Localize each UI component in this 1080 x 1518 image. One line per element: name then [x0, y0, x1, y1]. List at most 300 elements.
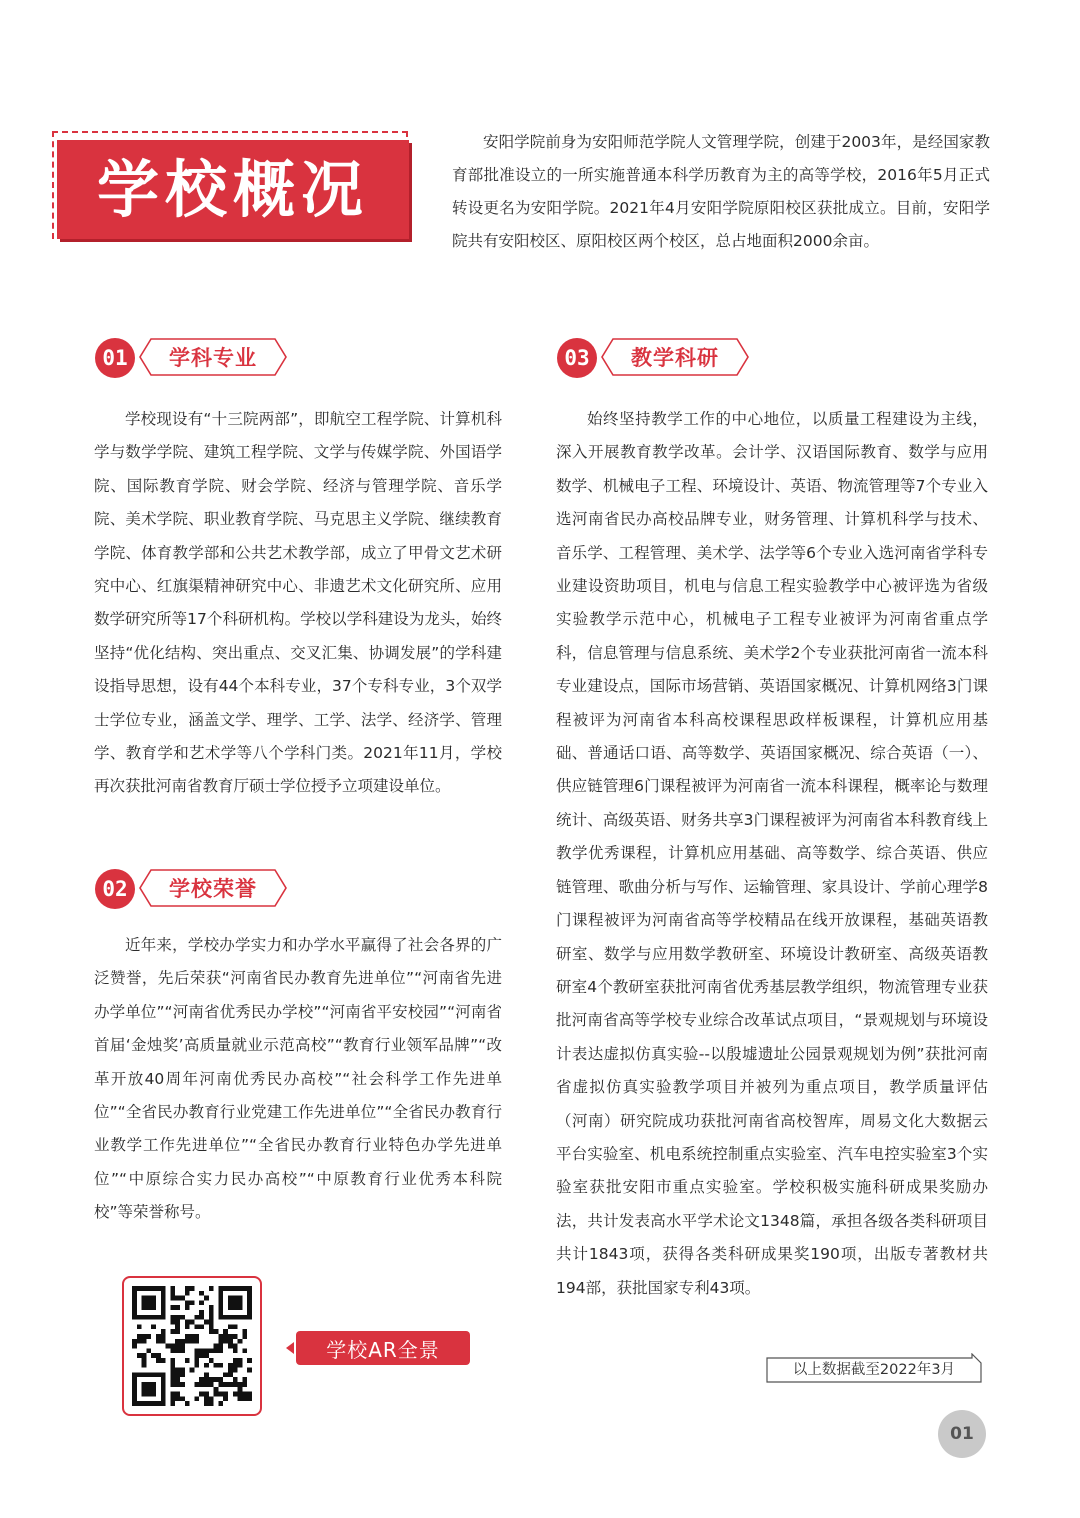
qr-module [238, 1339, 243, 1344]
qr-module [170, 1372, 175, 1377]
qr-module [204, 1348, 209, 1353]
qr-module [209, 1329, 214, 1334]
qr-module [194, 1315, 199, 1320]
qr-module [190, 1368, 195, 1373]
qr-module [161, 1291, 166, 1296]
qr-module [218, 1310, 223, 1315]
qr-module [137, 1324, 142, 1329]
qr-module [199, 1382, 204, 1387]
qr-module [194, 1334, 199, 1339]
qr-module [238, 1382, 243, 1387]
qr-module [151, 1382, 156, 1387]
qr-module [218, 1377, 223, 1382]
qr-module [161, 1300, 166, 1305]
qr-module [180, 1368, 185, 1373]
qr-module [204, 1296, 209, 1301]
qr-module [214, 1392, 219, 1397]
qr-module [204, 1372, 209, 1377]
qr-module [142, 1363, 147, 1368]
qr-module [247, 1291, 252, 1296]
qr-module [161, 1392, 166, 1397]
section-header-01 [95, 338, 295, 382]
qr-module [238, 1363, 243, 1368]
note-text: 以上数据截至2022年3月 [792, 1361, 956, 1378]
qr-module [238, 1305, 243, 1310]
qr-module [175, 1344, 180, 1349]
qr-module [242, 1329, 247, 1334]
qr-module [180, 1344, 185, 1349]
qr-module [185, 1291, 190, 1296]
qr-module [137, 1339, 142, 1344]
qr-module [209, 1305, 214, 1310]
qr-module [185, 1334, 190, 1339]
qr-module [146, 1296, 151, 1301]
qr-module [218, 1305, 223, 1310]
qr-module [161, 1296, 166, 1301]
qr-module [166, 1344, 171, 1349]
qr-module [233, 1334, 238, 1339]
section-number-badge: 01 [95, 338, 135, 378]
qr-module [204, 1392, 209, 1397]
qr-module [199, 1392, 204, 1397]
qr-module [214, 1363, 219, 1368]
qr-module [247, 1358, 252, 1363]
qr-module [170, 1329, 175, 1334]
qr-module [161, 1377, 166, 1382]
qr-module [190, 1286, 195, 1291]
qr-module [247, 1300, 252, 1305]
qr-module [151, 1300, 156, 1305]
qr-module [161, 1286, 166, 1291]
qr-module [151, 1296, 156, 1301]
qr-module [228, 1296, 233, 1301]
qr-module [223, 1392, 228, 1397]
qr-module [218, 1382, 223, 1387]
qr-module [170, 1382, 175, 1387]
qr-module [132, 1339, 137, 1344]
qr-module [156, 1372, 161, 1377]
qr-module [190, 1339, 195, 1344]
qr-module [142, 1372, 147, 1377]
qr-module [218, 1300, 223, 1305]
qr-module [233, 1286, 238, 1291]
qr-module [132, 1344, 137, 1349]
qr-module [247, 1305, 252, 1310]
qr-module [142, 1387, 147, 1392]
section-header-02 [95, 869, 295, 913]
qr-module [161, 1339, 166, 1344]
qr-module [247, 1392, 252, 1397]
qr-module [156, 1286, 161, 1291]
qr-module [194, 1339, 199, 1344]
page-number-badge: 01 [938, 1410, 986, 1458]
qr-module [199, 1377, 204, 1382]
qr-module [228, 1372, 233, 1377]
qr-module [218, 1344, 223, 1349]
data-date-note [766, 1353, 982, 1383]
qr-module [175, 1320, 180, 1325]
ar-panorama-tag[interactable] [286, 1331, 470, 1365]
qr-module [228, 1300, 233, 1305]
qr-module [132, 1372, 137, 1377]
section-label-frame [601, 338, 749, 376]
qr-module [233, 1315, 238, 1320]
qr-module [180, 1348, 185, 1353]
qr-module [247, 1310, 252, 1315]
qr-module [218, 1392, 223, 1397]
qr-module [161, 1372, 166, 1377]
qr-module [233, 1392, 238, 1397]
qr-module [228, 1334, 233, 1339]
qr-module [209, 1396, 214, 1401]
qr-module [175, 1324, 180, 1329]
qr-module [170, 1363, 175, 1368]
qr-module [180, 1382, 185, 1387]
qr-module [199, 1310, 204, 1315]
qr-module [228, 1315, 233, 1320]
qr-module [199, 1348, 204, 1353]
qr-module [132, 1377, 137, 1382]
qr-module [132, 1396, 137, 1401]
qr-code-icon[interactable] [132, 1286, 252, 1406]
qr-module [199, 1324, 204, 1329]
qr-module [132, 1305, 137, 1310]
qr-module [132, 1387, 137, 1392]
qr-module [194, 1353, 199, 1358]
qr-module [238, 1387, 243, 1392]
qr-module [175, 1339, 180, 1344]
qr-module [199, 1353, 204, 1358]
qr-module [185, 1320, 190, 1325]
qr-module [223, 1372, 228, 1377]
qr-module [170, 1368, 175, 1373]
qr-module [142, 1315, 147, 1320]
qr-module [204, 1401, 209, 1406]
qr-module [137, 1353, 142, 1358]
qr-module [161, 1329, 166, 1334]
qr-module [132, 1382, 137, 1387]
qr-module [209, 1315, 214, 1320]
qr-module [156, 1339, 161, 1344]
qr-module [161, 1305, 166, 1310]
qr-module [242, 1286, 247, 1291]
section-text-01: 学校现设有“十三院两部”，即航空工程学院、计算机科学与数学学院、建筑工程学院、文学与传媒学院、外国语学院、国际教育学院、财会学院、经济与管理学院、音乐学院、美术学院、职业教育学院、马克思主义学院、继续教育学院、体育教学部和公共艺术教学部，成立了甲骨文艺术研究中心、红旗渠精神研究中心、非遗艺术文化研究所、应用数学研究所等17个科研机构。学校以学科建设为龙头，始终坚持“优化结构、突出重点、交叉汇集、协调发展”的学科建设指导思想，设有44个本科专业，37个专科专业，3个双学士学位专业，涵盖文学、理学、工学、法学、经济学、管理学、教育学和艺术学等八个学科门类。2021年11月，学校再次获批河南省教育厅硕士学位授予立项建设单位。 [94, 410, 502, 796]
ar-panorama-label: 学校AR全景 [296, 1331, 470, 1365]
qr-module [146, 1315, 151, 1320]
qr-module [137, 1286, 142, 1291]
section-label: 学校荣誉 [169, 877, 257, 901]
section-label: 教学科研 [631, 346, 719, 370]
qr-module [151, 1353, 156, 1358]
qr-module [175, 1382, 180, 1387]
qr-module [233, 1382, 238, 1387]
qr-module [204, 1396, 209, 1401]
qr-module [156, 1358, 161, 1363]
qr-module [175, 1329, 180, 1334]
qr-module [209, 1377, 214, 1382]
qr-module [170, 1344, 175, 1349]
qr-module [146, 1401, 151, 1406]
qr-module [170, 1392, 175, 1397]
qr-module [214, 1344, 219, 1349]
qr-module [214, 1387, 219, 1392]
qr-module [233, 1300, 238, 1305]
qr-module [190, 1320, 195, 1325]
qr-module [146, 1372, 151, 1377]
qr-module [218, 1401, 223, 1406]
qr-module [204, 1377, 209, 1382]
qr-module [170, 1296, 175, 1301]
qr-module [156, 1334, 161, 1339]
qr-module [170, 1377, 175, 1382]
qr-module [146, 1286, 151, 1291]
qr-module [194, 1358, 199, 1363]
qr-module [161, 1387, 166, 1392]
qr-module [132, 1291, 137, 1296]
qr-module [214, 1377, 219, 1382]
qr-module [137, 1315, 142, 1320]
qr-module [209, 1348, 214, 1353]
qr-module [185, 1286, 190, 1291]
qr-module [223, 1315, 228, 1320]
qr-module [247, 1296, 252, 1301]
qr-module [151, 1324, 156, 1329]
qr-module [238, 1396, 243, 1401]
qr-module [228, 1286, 233, 1291]
page-title: 学校概况 [96, 152, 369, 226]
qr-module [238, 1296, 243, 1301]
qr-module [146, 1300, 151, 1305]
qr-module [175, 1396, 180, 1401]
section-header-03 [557, 338, 757, 382]
qr-module [247, 1315, 252, 1320]
qr-module [185, 1401, 190, 1406]
qr-code-frame[interactable] [122, 1276, 262, 1416]
qr-module [223, 1329, 228, 1334]
intro-paragraph: 安阳学院前身为安阳师范学院人文管理学院，创建于2003年，是经国家教育部批准设立的一所实施普通本科学历教育为主的高等学校，2016年5月正式转设更名为安阳学院。2021年4月安阳学院原阳校区获批成立。目前，安阳学院共有安阳校区、原阳校区两个校区，总占地面积2000余亩。 [452, 133, 990, 250]
qr-module [170, 1320, 175, 1325]
qr-module [142, 1353, 147, 1358]
qr-module [175, 1368, 180, 1373]
qr-module [151, 1372, 156, 1377]
qr-module [132, 1401, 137, 1406]
qr-module [233, 1377, 238, 1382]
qr-module [132, 1315, 137, 1320]
qr-module [204, 1353, 209, 1358]
qr-module [161, 1310, 166, 1315]
qr-module [228, 1363, 233, 1368]
qr-module [185, 1358, 190, 1363]
section-label-frame [139, 338, 287, 376]
qr-module [218, 1291, 223, 1296]
qr-module [233, 1358, 238, 1363]
qr-module [180, 1396, 185, 1401]
section-text-03: 始终坚持教学工作的中心地位，以质量工程建设为主线，深入开展教育教学改革。会计学、汉语国际教育、数学与应用数学、机械电子工程、环境设计、英语、物流管理等7个专业入选河南省民办高校品牌专业，财务管理、计算机科学与技术、音乐学、工程管理、美术学、法学等6个专业入选河南省学科专业建设资助项目，机电与信息工程实验教学中心被评选为省级实验教学示范中心，机械电子工程专业被评为河南省重点学科，信息管理与信息系统、美术学2个专业获批河南省一流本科专业建设点，国际市场营销、英语国家概况、计算机网络3门课程被评为河南省本科高校课程思政样板课程，计算机应用基础、普通话口语、高等数学、英语国家概况、综合英语（一）、供应链管理6门课程被评为河南省一流本科课程，概率论与数理统计、高级英语、财务共享3门课程被评为河南省本科教育线上教学优秀课程，计算机应用基础、高等数学、综合英语、供应链管理、歌曲分析与写作、运输管理、家具设计、学前心理学8门课程被评为河南省高等学校精品在线开放课程，基础英语教研室、数学与应用数学教研室、环境设计教研室、高级英语教研室4个教研室获批河南省优秀基层教学组织，物流管理专业获批河南省高等学校专业综合改革试点项目，“景观规划与环境设计表达虚拟仿真实验--以殷墟遗址公园景观规划为例”获批河南省虚拟仿真实验教学项目并被列为重点项目，教学质量评估（河南）研究院成功获批河南省高校智库，周易文化大数据云平台实验室、机电系统控制重点实验室、汽车电控实验室3个实验室获批安阳市重点实验室。学校积极实施科研成果奖励办法，共计发表高水平学术论文1348篇，承担各级各类科研项目共计1843项，获得各类科研成果奖190项，出版专著教材共194部，获批国家专利43项。 [556, 410, 988, 1297]
qr-module [223, 1382, 228, 1387]
qr-module [170, 1396, 175, 1401]
qr-module [146, 1382, 151, 1387]
qr-module [223, 1339, 228, 1344]
qr-module [142, 1300, 147, 1305]
qr-module [185, 1339, 190, 1344]
qr-module [242, 1396, 247, 1401]
qr-module [142, 1358, 147, 1363]
qr-module [218, 1348, 223, 1353]
qr-module [238, 1300, 243, 1305]
qr-module [175, 1377, 180, 1382]
qr-module [161, 1396, 166, 1401]
qr-module [151, 1392, 156, 1397]
qr-module [156, 1353, 161, 1358]
qr-module [161, 1315, 166, 1320]
qr-module [228, 1382, 233, 1387]
qr-module [218, 1363, 223, 1368]
qr-module [151, 1401, 156, 1406]
qr-module [209, 1324, 214, 1329]
qr-module [180, 1339, 185, 1344]
qr-module [142, 1339, 147, 1344]
qr-module [170, 1286, 175, 1291]
qr-module [242, 1382, 247, 1387]
qr-module [199, 1291, 204, 1296]
tag-arrow-icon [286, 1342, 294, 1354]
qr-module [185, 1305, 190, 1310]
qr-module [209, 1320, 214, 1325]
qr-module [209, 1286, 214, 1291]
qr-module [209, 1310, 214, 1315]
qr-module [132, 1310, 137, 1315]
qr-module [242, 1377, 247, 1382]
qr-module [146, 1387, 151, 1392]
qr-module [137, 1372, 142, 1377]
qr-module [209, 1401, 214, 1406]
qr-module [233, 1344, 238, 1349]
qr-module [228, 1344, 233, 1349]
qr-module [151, 1305, 156, 1310]
section-text-02: 近年来，学校办学实力和办学水平赢得了社会各界的广泛赞誉，先后荣获“河南省民办教育先进单位”“河南省先进办学单位”“河南省优秀民办学校”“河南省平安校园”“河南省首届‘金烛奖’高质量就业示范高校”“教育行业领军品牌”“改革开放40周年河南优秀民办高校”“社会科学工作先进单位”“全省民办教育行业党建工作先进单位”“全省民办教育行业教学工作先进单位”“全省民办教育行业特色办学先进单位”“中原综合实力民办高校”“中原教育行业优秀本科院校”等荣誉称号。 [94, 936, 502, 1222]
qr-module [161, 1401, 166, 1406]
section-label-frame [139, 869, 287, 907]
qr-module [151, 1315, 156, 1320]
qr-module [233, 1324, 238, 1329]
qr-module [223, 1286, 228, 1291]
qr-module [209, 1358, 214, 1363]
qr-module [242, 1348, 247, 1353]
qr-module [185, 1300, 190, 1305]
qr-module [218, 1296, 223, 1301]
qr-module [238, 1392, 243, 1397]
qr-module [170, 1348, 175, 1353]
qr-module [185, 1324, 190, 1329]
qr-module [175, 1296, 180, 1301]
qr-module [132, 1296, 137, 1301]
qr-module [238, 1358, 243, 1363]
qr-module [151, 1387, 156, 1392]
qr-module [146, 1392, 151, 1397]
section-number-badge: 03 [557, 338, 597, 378]
qr-module [151, 1286, 156, 1291]
qr-module [218, 1339, 223, 1344]
qr-module [242, 1334, 247, 1339]
qr-module [175, 1315, 180, 1320]
qr-module [223, 1334, 228, 1339]
qr-module [247, 1396, 252, 1401]
qr-module [142, 1286, 147, 1291]
qr-module [214, 1348, 219, 1353]
qr-module [199, 1315, 204, 1320]
qr-module [170, 1305, 175, 1310]
qr-module [137, 1401, 142, 1406]
qr-module [175, 1305, 180, 1310]
qr-module [199, 1300, 204, 1305]
qr-module [218, 1286, 223, 1291]
qr-module [156, 1401, 161, 1406]
qr-module [242, 1315, 247, 1320]
qr-module [161, 1334, 166, 1339]
title-banner [57, 140, 409, 239]
qr-module [175, 1392, 180, 1397]
qr-module [233, 1305, 238, 1310]
qr-module [209, 1382, 214, 1387]
qr-module [142, 1296, 147, 1301]
qr-module [175, 1372, 180, 1377]
qr-module [238, 1286, 243, 1291]
qr-module [247, 1368, 252, 1373]
qr-module [170, 1315, 175, 1320]
qr-module [233, 1368, 238, 1373]
qr-module [204, 1382, 209, 1387]
qr-module [161, 1358, 166, 1363]
qr-module [242, 1392, 247, 1397]
qr-module [142, 1305, 147, 1310]
qr-module [156, 1315, 161, 1320]
qr-module [170, 1358, 175, 1363]
qr-module [194, 1396, 199, 1401]
qr-module [170, 1401, 175, 1406]
qr-module [142, 1401, 147, 1406]
qr-module [190, 1300, 195, 1305]
qr-module [194, 1348, 199, 1353]
qr-module [194, 1363, 199, 1368]
qr-module [180, 1296, 185, 1301]
qr-module [204, 1320, 209, 1325]
qr-module [214, 1329, 219, 1334]
qr-module [228, 1305, 233, 1310]
section-label: 学科专业 [169, 346, 257, 370]
qr-module [175, 1348, 180, 1353]
qr-module [194, 1382, 199, 1387]
qr-module [146, 1334, 151, 1339]
qr-module [233, 1296, 238, 1301]
qr-module [180, 1315, 185, 1320]
qr-module [223, 1396, 228, 1401]
qr-module [204, 1363, 209, 1368]
qr-module [170, 1291, 175, 1296]
qr-module [233, 1363, 238, 1368]
qr-module [228, 1324, 233, 1329]
qr-module [180, 1372, 185, 1377]
qr-module [146, 1305, 151, 1310]
qr-module [161, 1382, 166, 1387]
qr-module [233, 1348, 238, 1353]
qr-module [238, 1315, 243, 1320]
qr-module [247, 1286, 252, 1291]
qr-module [218, 1315, 223, 1320]
qr-module [190, 1334, 195, 1339]
qr-module [194, 1324, 199, 1329]
qr-module [132, 1392, 137, 1397]
qr-module [228, 1339, 233, 1344]
